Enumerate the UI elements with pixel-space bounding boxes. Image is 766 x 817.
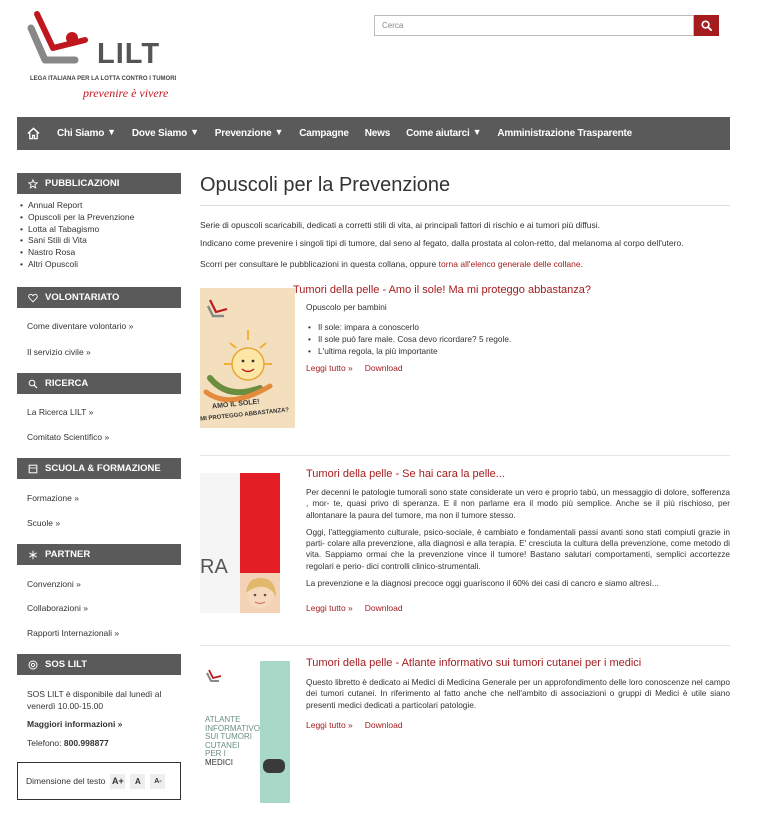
cover-face-photo [240,573,280,613]
back-to-collections-link[interactable]: torna all'elenco generale delle collane [438,259,581,269]
caret-down-icon: ▼ [472,126,482,137]
sidebar-item-opuscoli[interactable]: • Opuscoli per la Prevenzione [20,212,181,224]
sidebar-heading [17,287,181,308]
nav-label: Campagne [299,128,349,139]
search-bar [374,15,719,36]
caret-down-icon: ▼ [107,126,116,137]
search-icon [701,20,712,31]
article-title[interactable]: Tumori della pelle - Amo il sole! Ma mi proteggo abbastanza? [293,284,591,296]
sidebar-heading-label: PARTNER [45,549,91,560]
article-bullet: • Il sole può fare male. Cosa devo ricordare? 5 regole. [306,333,730,345]
article-title[interactable]: Tumori della pelle - Se hai cara la pelle... [306,468,505,480]
sidebar-heading-label: SOS LILT [45,659,88,670]
sidebar-heading [17,544,181,565]
sidebar-partner [17,544,181,565]
nav-label: Come aiutarci [406,128,470,139]
nav-item-news[interactable] [357,117,398,150]
sidebar-heading [17,458,181,479]
nav-label: Dove Siamo [131,128,188,139]
nav-item-prevenzione[interactable] [207,117,291,150]
cover-text-2: MI PROTEGGO ABBASTANZA? [200,407,290,423]
sidebar-item-scuole[interactable]: Scuole » [27,518,61,528]
lilt-logo-mark [27,10,97,75]
title-divider [200,205,730,206]
cover-red-band [240,473,280,573]
article-paragraph: Oggi, l'atteggiamento culturale, psico-sociale, è cambiato e fondamentali passi avanti sono stati compiuti grazie in parti- colare alla prevenzione, alla diagnosi e alla terapia. E' cresciuta la cultura della prevenzione, come metodo di vita. Sappiamo ormai che la prevenzione vince il tumore! Bastano salutari comportamenti, semplici accortezze regolari e perio- dici controlli clinico-strumentali. [306,526,730,571]
article-bullet: • Il sole: impara a conoscerlo [306,321,730,333]
article-paragraph: Questo libretto è dedicato ai Medici di Medicina Generale per un approfondimento delle loro conoscenze nel campo dei tumori cutanei. In riferimento al fatto anche che nell'ambito di associazioni o gruppi di Medici è utile siano presenti medici dedicati a particolari patologie. [306,677,730,710]
article-body [306,677,730,717]
star-icon [27,179,39,189]
cover-line: SUI TUMORI [205,732,252,741]
read-more-link[interactable]: Leggi tutto » [306,363,353,373]
sidebar-pubblicazioni [17,173,181,271]
asterisk-icon [27,550,39,560]
cover-line: PER I [205,749,226,758]
article-links [306,603,415,613]
sos-more-wrap [27,718,122,730]
article-subtitle: Opuscolo per bambini [306,302,387,312]
text-decrease-button[interactable]: A- [150,774,165,789]
home-icon [27,127,40,140]
search-button[interactable] [694,15,719,36]
article-divider [200,455,730,456]
sidebar-heading [17,654,181,675]
article-title[interactable]: Tumori della pelle - Atlante informativo sui tumori cutanei per i medici [306,657,642,669]
cover-logo-mark [205,669,235,689]
cover-line: CUTANEI [205,740,240,750]
sidebar-item-annual-report[interactable]: • Annual Report [20,200,181,212]
sidebar-item-ricerca-lilt[interactable]: La Ricerca LILT » [27,407,94,417]
cover-line: ATLANTE [205,715,241,724]
sidebar-heading-label: PUBBLICAZIONI [45,178,120,189]
article-links [306,363,415,373]
sos-more-link[interactable]: Maggiori informazioni » [27,719,123,729]
article-paragraph: Per decenni le patologie tumorali sono state considerate un vero e proprio tabù, un messaggio di dolore, sofferenza , mor- te, quasi privo di speranza. E il non parlarne era il modo più semplice. Anche se il più rischioso, per allontanare la paura del tumore, ma non il tumore stesso. [306,487,730,520]
lifebuoy-icon [27,660,39,670]
page-title: Opuscoli per la Prevenzione [200,174,451,196]
cover-atlante[interactable] [200,661,290,803]
cover-line: INFORMATIVO [205,723,260,733]
article-paragraph: La prevenzione e la diagnosi precoce oggi guariscono il 60% dei casi di cancro e siamo altresì... [306,578,659,589]
nav-label: Chi Siamo [57,128,105,139]
text-size-label: Dimensione del testo [26,776,106,786]
nav-item-dove-siamo[interactable] [124,117,207,150]
sidebar-ricerca [17,373,181,394]
intro-paragraph-3 [200,259,730,269]
nav-item-chi-siamo[interactable] [49,117,124,150]
sidebar-heading-label: RICERCA [45,378,89,389]
nav-label: Prevenzione [214,128,272,139]
intro3-prefix: Scorri per consultare le pubblicazioni in questa collana, oppure [200,259,439,269]
sidebar-volontariato [17,287,181,308]
sos-description: SOS LILT è disponibile dal lunedì al venerdì 10.00-15.00 [27,689,162,711]
sidebar-item-comitato-scientifico[interactable]: Comitato Scientifico » [27,432,110,442]
sidebar-item-altri-opuscoli[interactable]: • Altri Opuscoli [20,259,181,271]
text-increase-button[interactable]: A+ [110,774,125,789]
cover-line: MEDICI [205,757,233,767]
heart-icon [27,293,39,303]
book-icon [27,464,39,474]
sidebar-heading-label: VOLONTARIATO [45,292,120,303]
intro-paragraph-2: Indicano come prevenire i singoli tipi di tumore, dal seno al fegato, dalla prostata al colon-retto, dal melanoma al corpo dell'utero. [200,238,684,248]
intro3-suffix: . [580,259,583,269]
cover-title-block [205,716,260,767]
search-input[interactable] [374,15,694,36]
pubblicazioni-list [17,200,181,271]
sidebar-item-nastro-rosa[interactable]: • Nastro Rosa [20,247,181,259]
download-link[interactable]: Download [364,603,403,613]
nav-item-amministrazione[interactable] [489,117,640,150]
lilt-logo[interactable] [27,10,187,100]
intro-paragraph-1: Serie di opuscoli scaricabili, dedicati a corretti stili di vita, ai principali fattori di rischio e ai tumori più diffusi. [200,220,600,230]
sidebar-heading [17,373,181,394]
sos-phone-number[interactable]: 800.998877 [63,738,109,748]
sidebar-item-tabagismo[interactable]: • Lotta al Tabagismo [20,224,181,236]
main-nav [17,117,730,150]
sidebar-item-diventare-volontario[interactable]: Come diventare volontario » [27,321,134,331]
sos-phone-label: Telefono: [27,738,62,748]
nav-label: Amministrazione Trasparente [497,128,633,139]
sidebar-item-servizio-civile[interactable]: Il servizio civile » [27,347,91,357]
read-more-link[interactable]: Leggi tutto » [306,720,353,730]
cover-se-hai-cara-la-pelle[interactable] [200,473,280,613]
download-link[interactable]: Download [364,363,403,373]
nav-item-campagne[interactable] [291,117,357,150]
search-icon [27,379,39,389]
sidebar-sos [17,654,181,675]
article-body [306,487,730,595]
article-body [306,302,730,357]
article-bullet: • L'ultima regola, la più importante [306,345,730,357]
nav-item-come-aiutarci[interactable] [398,117,489,150]
read-more-link[interactable]: Leggi tutto » [306,603,353,613]
caret-down-icon: ▼ [274,126,284,137]
text-reset-button[interactable]: A [130,774,145,789]
cover-text-1: AMO IL SOLE! [211,398,260,411]
sidebar-item-rapporti-internazionali[interactable]: Rapporti Internazionali » [27,628,120,638]
article-links [306,720,415,730]
cover-photo [263,759,285,773]
sidebar-scuola [17,458,181,479]
article-bullets [306,321,730,357]
home-button[interactable] [17,117,49,150]
download-link[interactable]: Download [364,720,403,730]
org-name: LEGA ITALIANA PER LA LOTTA CONTRO I TUMORI [30,76,177,82]
logo-text: LILT [97,38,161,70]
sos-phone-row [27,737,109,749]
sidebar-heading [17,173,181,194]
sidebar-item-formazione[interactable]: Formazione » [27,493,79,503]
article-divider [200,645,730,646]
caret-down-icon: ▼ [190,126,199,137]
sidebar-heading-label: SCUOLA & FORMAZIONE [45,463,161,474]
nav-label: News [364,128,391,139]
text-size-control [17,762,181,800]
sidebar-item-convenzioni[interactable]: Convenzioni » [27,579,81,589]
cover-text: RA [200,556,228,578]
cover-amo-il-sole[interactable] [200,288,295,428]
motto: prevenire è vivere [83,86,169,100]
sidebar-item-collaborazioni[interactable]: Collaborazioni » [27,603,88,613]
sidebar-item-stili-di-vita[interactable]: • Sani Stili di Vita [20,235,181,247]
